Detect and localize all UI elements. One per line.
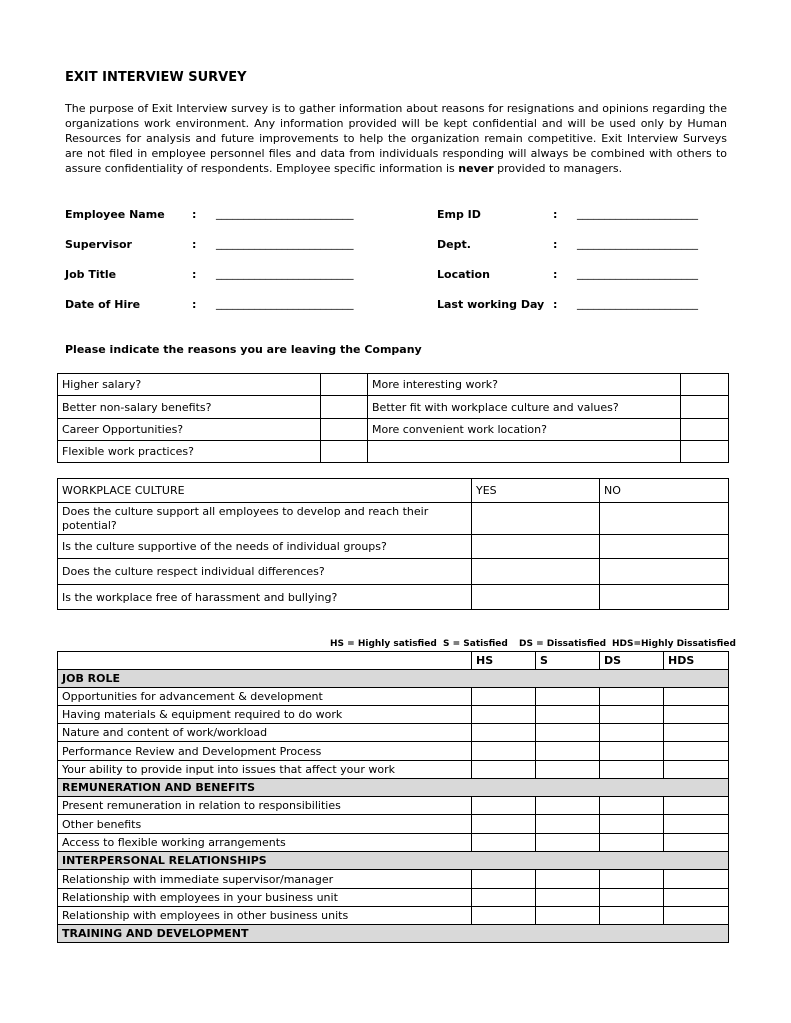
table-row — [58, 724, 729, 742]
rating-cell[interactable] — [536, 688, 600, 706]
culture-question: Is the workplace free of harassment and bullying? — [58, 585, 472, 610]
no-header: NO — [600, 479, 729, 503]
rating-cell[interactable] — [536, 907, 600, 925]
reason-checkbox[interactable] — [681, 374, 729, 396]
reason-checkbox[interactable] — [681, 396, 729, 419]
rating-item: Having materials & equipment required to do work — [58, 706, 472, 724]
column-ds: DS — [600, 652, 664, 670]
rating-cell[interactable] — [664, 815, 729, 834]
reason-checkbox[interactable] — [681, 441, 729, 463]
no-cell[interactable] — [600, 535, 729, 559]
colon: : — [192, 208, 197, 221]
legend-hs: HS = Highly satisfied — [330, 639, 437, 649]
reason-label: More convenient work location? — [368, 419, 681, 441]
rating-cell[interactable] — [536, 724, 600, 742]
culture-header: WORKPLACE CULTURE — [58, 479, 472, 503]
column-hs: HS — [472, 652, 536, 670]
reasons-table — [57, 373, 729, 463]
rating-cell[interactable] — [536, 706, 600, 724]
intro-paragraph — [65, 101, 727, 176]
rating-cell[interactable] — [664, 742, 729, 761]
table-row — [58, 870, 729, 889]
reason-label: More interesting work? — [368, 374, 681, 396]
job-title-label: Job Title — [65, 268, 117, 281]
section-interpersonal: INTERPERSONAL RELATIONSHIPS — [58, 852, 729, 870]
section-training: TRAINING AND DEVELOPMENT — [58, 925, 729, 943]
colon: : — [553, 298, 558, 311]
rating-item: Relationship with immediate supervisor/manager — [58, 870, 472, 889]
rating-item: Present remuneration in relation to responsibilities — [58, 797, 472, 815]
rating-cell[interactable] — [664, 907, 729, 925]
reasons-prompt: Please indicate the reasons you are leaving the Company — [65, 343, 422, 356]
colon: : — [553, 208, 558, 221]
rating-cell[interactable] — [664, 870, 729, 889]
reason-checkbox[interactable] — [681, 419, 729, 441]
rating-cell[interactable] — [536, 870, 600, 889]
intro-emphasis: never — [458, 162, 494, 175]
rating-item: Other benefits — [58, 815, 472, 834]
table-row — [58, 834, 729, 852]
rating-cell[interactable] — [536, 834, 600, 852]
yes-cell[interactable] — [472, 535, 600, 559]
rating-item: Performance Review and Development Process — [58, 742, 472, 761]
rating-cell[interactable] — [472, 742, 536, 761]
reason-label: Better fit with workplace culture and values? — [368, 396, 681, 419]
emp-id-field[interactable]: ______________________ — [577, 207, 698, 220]
dept-label: Dept. — [437, 238, 471, 251]
reason-label: Higher salary? — [58, 374, 321, 396]
workplace-culture-table — [57, 478, 729, 610]
rating-cell[interactable] — [472, 688, 536, 706]
intro-text-1: The purpose of Exit Interview survey is to gather information about reasons for resignations and opinions regarding the organizations work environment. Any information provided will be kept confidential and will be used only by Human Resources for analysis and future improvements to help the organization remain competitive. Exit Interview Surveys are not filed in employee personnel files and data from individuals responding will always be combined with others to assure confidentiality of respondents. Employee specific information is — [65, 102, 727, 175]
section-job-role: JOB ROLE — [58, 670, 729, 688]
intro-text-2: provided to managers. — [493, 162, 623, 175]
legend-hds: HDS=Highly Dissatisfied — [612, 639, 736, 649]
reason-label: Flexible work practices? — [58, 441, 321, 463]
colon: : — [192, 298, 197, 311]
rating-cell[interactable] — [600, 834, 664, 852]
rating-cell[interactable] — [472, 907, 536, 925]
yes-cell[interactable] — [472, 559, 600, 585]
location-field[interactable]: ______________________ — [577, 267, 698, 280]
no-cell[interactable] — [600, 559, 729, 585]
date-of-hire-label: Date of Hire — [65, 298, 141, 311]
job-title-field[interactable]: _________________________ — [216, 267, 354, 280]
no-cell[interactable] — [600, 585, 729, 610]
table-row — [58, 889, 729, 907]
rating-cell[interactable] — [536, 761, 600, 779]
rating-cell[interactable] — [472, 889, 536, 907]
rating-cell[interactable] — [600, 907, 664, 925]
supervisor-field[interactable]: _________________________ — [216, 237, 354, 250]
location-label: Location — [437, 268, 490, 281]
employee-name-field[interactable]: _________________________ — [216, 207, 354, 220]
rating-cell[interactable] — [600, 889, 664, 907]
rating-cell[interactable] — [600, 688, 664, 706]
rating-cell[interactable] — [472, 870, 536, 889]
rating-cell[interactable] — [600, 724, 664, 742]
rating-cell[interactable] — [472, 724, 536, 742]
rating-cell[interactable] — [600, 815, 664, 834]
reason-checkbox[interactable] — [321, 419, 368, 441]
table-row — [58, 815, 729, 834]
colon: : — [192, 238, 197, 251]
culture-question: Does the culture respect individual differences? — [58, 559, 472, 585]
rating-cell[interactable] — [472, 797, 536, 815]
table-row — [58, 742, 729, 761]
rating-cell[interactable] — [664, 834, 729, 852]
emp-id-label: Emp ID — [437, 208, 481, 221]
colon: : — [553, 268, 558, 281]
reason-label-empty — [368, 441, 681, 463]
table-row — [58, 706, 729, 724]
rating-header-blank — [58, 652, 472, 670]
rating-item: Opportunities for advancement & development — [58, 688, 472, 706]
rating-cell[interactable] — [664, 688, 729, 706]
employee-name-label: Employee Name — [65, 208, 165, 221]
rating-cell[interactable] — [472, 761, 536, 779]
rating-cell[interactable] — [664, 889, 729, 907]
dept-field[interactable]: ______________________ — [577, 237, 698, 250]
rating-item: Relationship with employees in other business units — [58, 907, 472, 925]
rating-cell[interactable] — [600, 742, 664, 761]
rating-item: Your ability to provide input into issues that affect your work — [58, 761, 472, 779]
yes-header: YES — [472, 479, 600, 503]
table-row — [58, 688, 729, 706]
rating-cell[interactable] — [600, 797, 664, 815]
reason-checkbox[interactable] — [321, 441, 368, 463]
table-row — [58, 797, 729, 815]
satisfaction-rating-table — [57, 651, 729, 943]
column-s: S — [536, 652, 600, 670]
reason-label: Better non-salary benefits? — [58, 396, 321, 419]
no-cell[interactable] — [600, 503, 729, 535]
yes-cell[interactable] — [472, 585, 600, 610]
rating-cell[interactable] — [664, 706, 729, 724]
rating-cell[interactable] — [600, 706, 664, 724]
reason-label: Career Opportunities? — [58, 419, 321, 441]
table-row — [58, 907, 729, 925]
section-remuneration: REMUNERATION AND BENEFITS — [58, 779, 729, 797]
culture-question: Does the culture support all employees to develop and reach their potential? — [58, 503, 472, 535]
reason-checkbox[interactable] — [321, 396, 368, 419]
rating-item: Relationship with employees in your business unit — [58, 889, 472, 907]
rating-cell[interactable] — [664, 797, 729, 815]
legend-s: S = Satisfied — [443, 639, 508, 649]
last-working-day-field[interactable]: ______________________ — [577, 297, 698, 310]
rating-cell[interactable] — [536, 742, 600, 761]
colon: : — [553, 238, 558, 251]
page-title: EXIT INTERVIEW SURVEY — [65, 70, 247, 85]
yes-cell[interactable] — [472, 503, 600, 535]
rating-item: Nature and content of work/workload — [58, 724, 472, 742]
rating-cell[interactable] — [536, 797, 600, 815]
legend-ds: DS = Dissatisfied — [519, 639, 607, 649]
rating-cell[interactable] — [472, 815, 536, 834]
supervisor-label: Supervisor — [65, 238, 132, 251]
rating-cell[interactable] — [600, 761, 664, 779]
date-of-hire-field[interactable]: _________________________ — [216, 297, 354, 310]
rating-item: Access to flexible working arrangements — [58, 834, 472, 852]
reason-checkbox[interactable] — [321, 374, 368, 396]
column-hds: HDS — [664, 652, 729, 670]
colon: : — [192, 268, 197, 281]
last-working-day-label: Last working Day — [437, 298, 545, 311]
rating-cell[interactable] — [664, 724, 729, 742]
rating-cell[interactable] — [600, 870, 664, 889]
rating-cell[interactable] — [472, 706, 536, 724]
rating-cell[interactable] — [536, 889, 600, 907]
rating-cell[interactable] — [664, 761, 729, 779]
rating-cell[interactable] — [536, 815, 600, 834]
culture-question: Is the culture supportive of the needs of individual groups? — [58, 535, 472, 559]
rating-cell[interactable] — [472, 834, 536, 852]
table-row — [58, 761, 729, 779]
